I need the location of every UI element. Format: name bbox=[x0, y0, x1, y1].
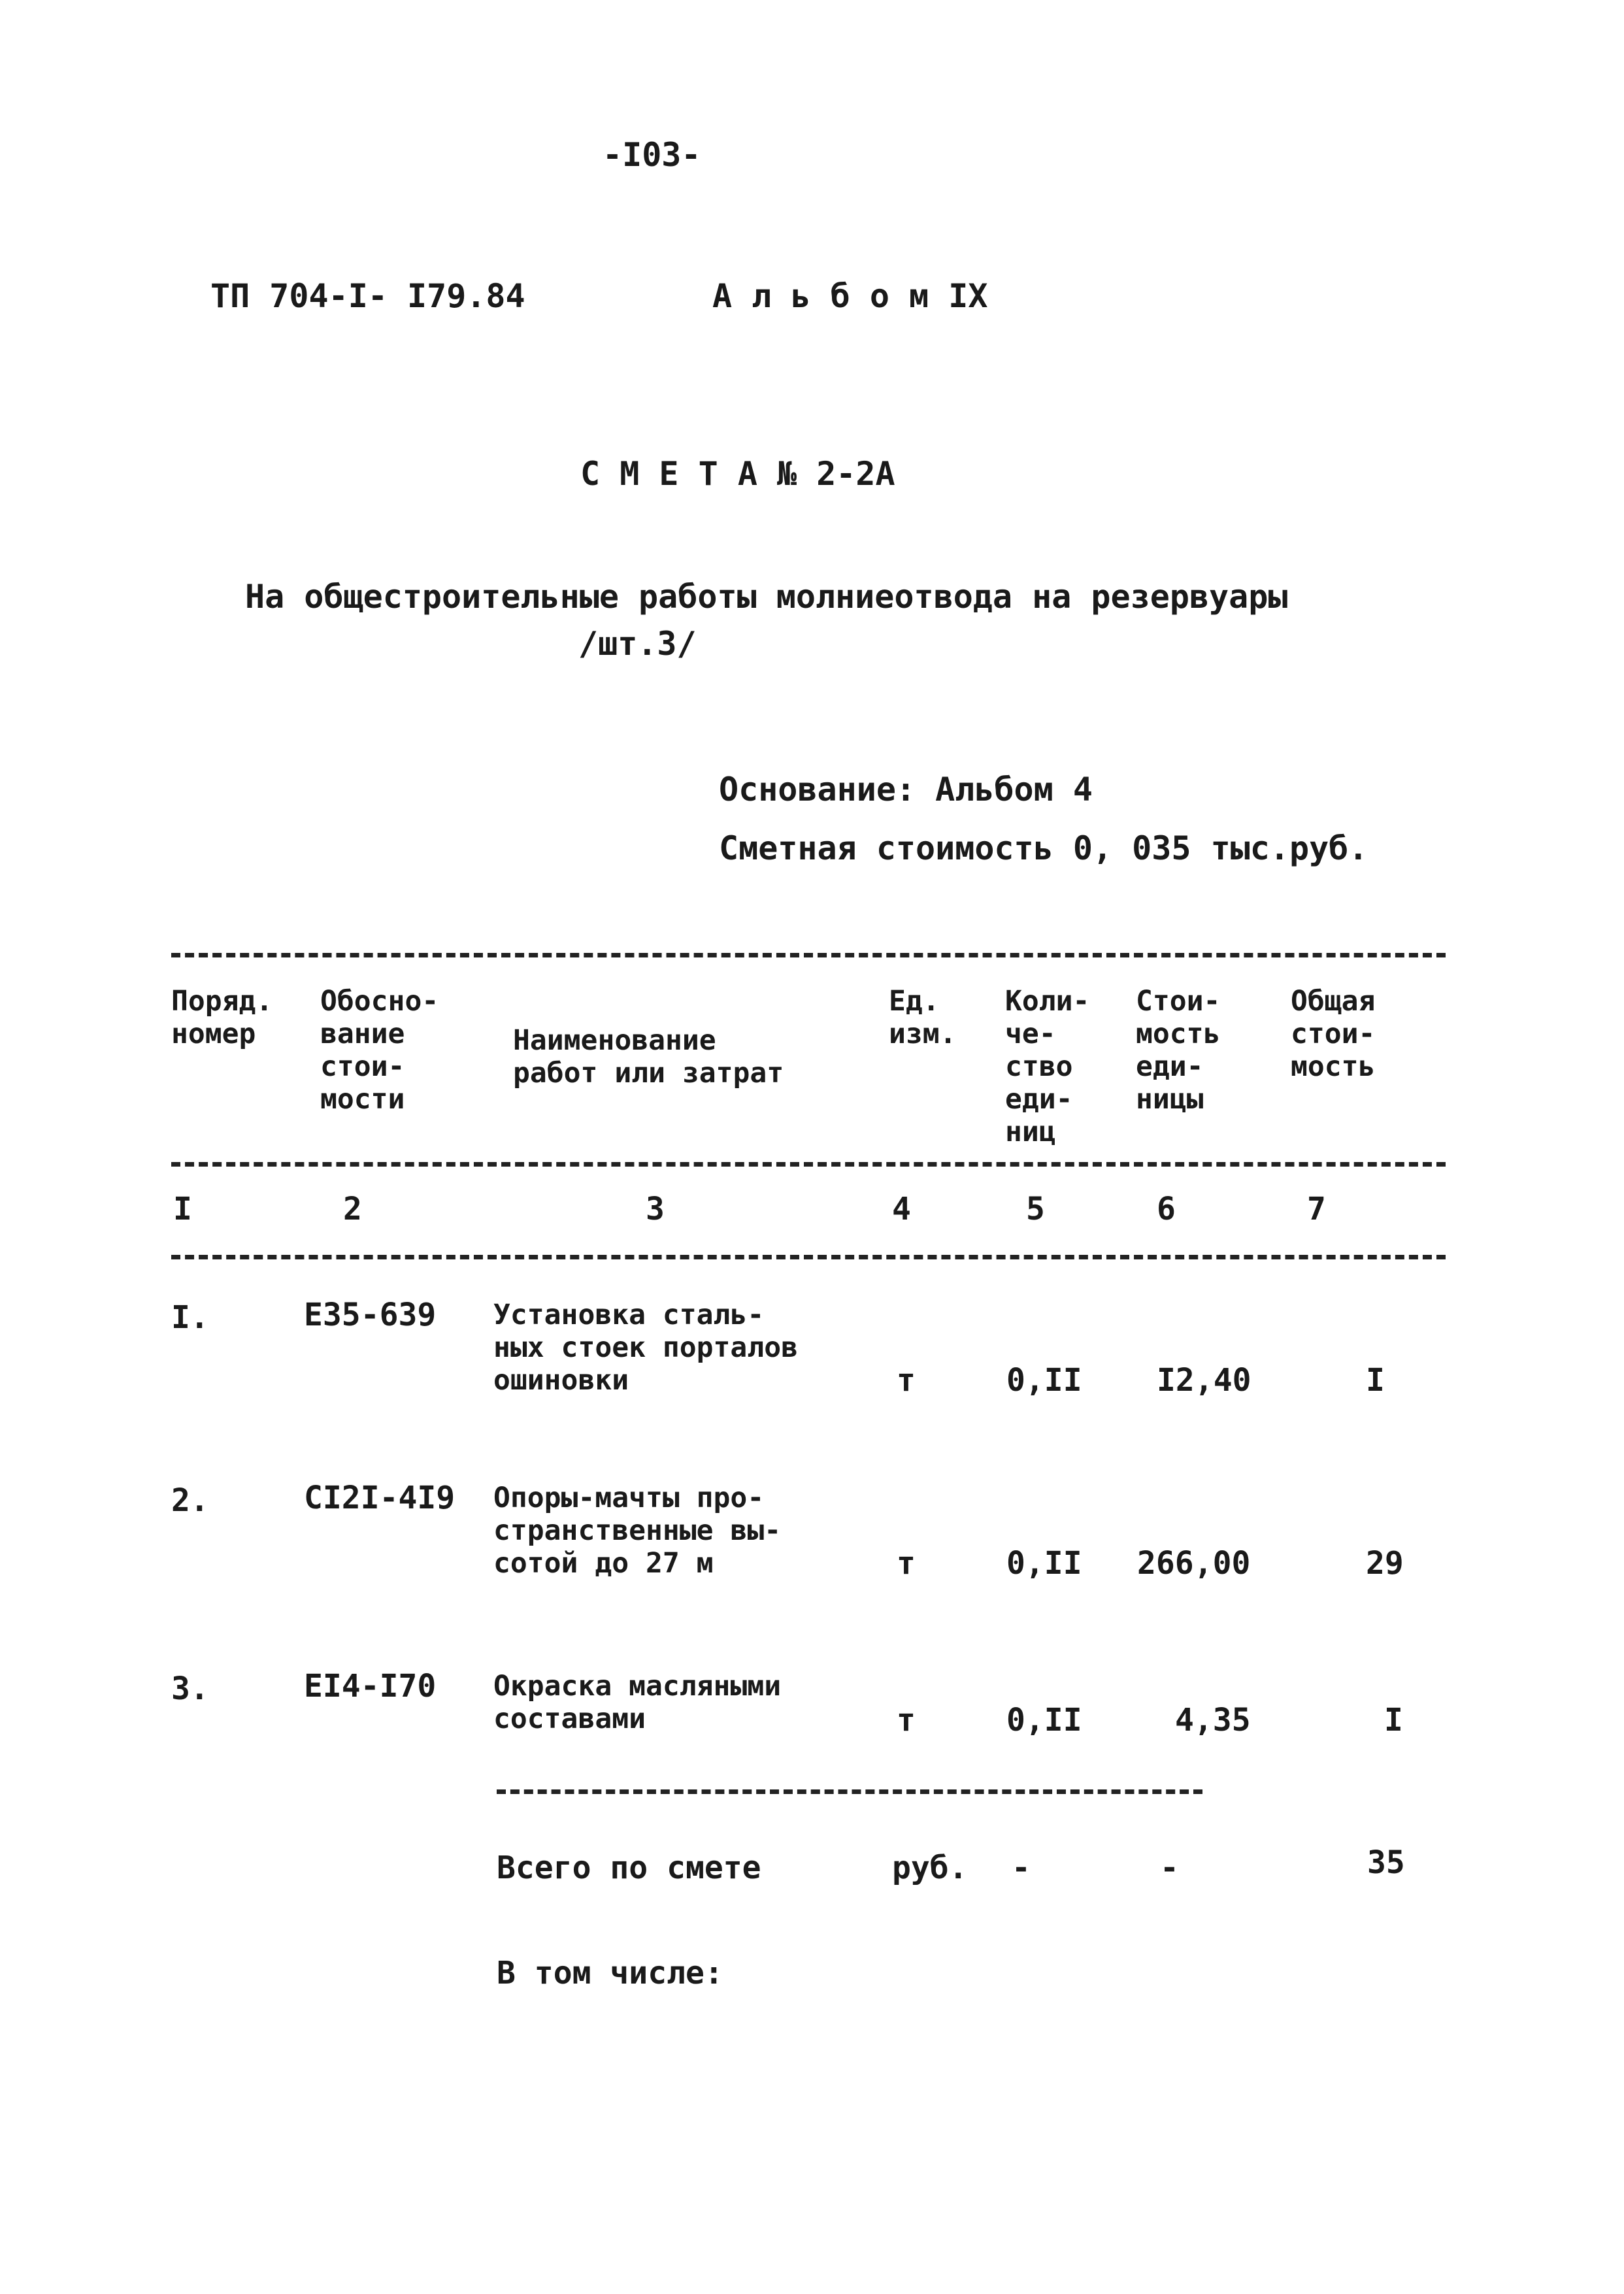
total-cost: 35 bbox=[1367, 1844, 1405, 1881]
row-number: 3. bbox=[171, 1671, 209, 1707]
row-unit: т bbox=[897, 1702, 916, 1738]
header-work-name: Наименование работ или затрат bbox=[513, 1024, 784, 1089]
row-number: I. bbox=[171, 1299, 209, 1336]
column-number: 2 bbox=[343, 1191, 362, 1227]
row-unit-cost: 266,00 bbox=[1137, 1545, 1251, 1582]
row-unit-cost: I2,40 bbox=[1157, 1362, 1251, 1399]
estimate-title: С М Е Т А № 2-2А bbox=[580, 455, 895, 493]
row-quantity: 0,II bbox=[1006, 1362, 1082, 1399]
basis-note: Основание: Альбом 4 bbox=[719, 771, 1093, 808]
total-quantity-dash: - bbox=[1012, 1850, 1031, 1886]
column-number: 5 bbox=[1026, 1191, 1045, 1227]
column-number: 7 bbox=[1307, 1191, 1326, 1227]
total-unit: руб. bbox=[892, 1850, 968, 1886]
estimate-subtitle: На общестроительные работы молниеотвода на резервуары bbox=[245, 578, 1288, 616]
row-work-name: Окраска масляными составами bbox=[493, 1670, 782, 1735]
row-quantity: 0,II bbox=[1006, 1545, 1082, 1582]
column-number: I bbox=[173, 1191, 192, 1227]
row-unit: т bbox=[897, 1362, 916, 1399]
document-code: ТП 704-I- I79.84 bbox=[210, 277, 525, 315]
estimate-subtitle-quantity: /шт.3/ bbox=[578, 625, 697, 663]
page-number: -I03- bbox=[603, 136, 701, 174]
total-unit-cost-dash: - bbox=[1160, 1850, 1179, 1886]
row-work-name: Установка сталь- ных стоек порталов ошиновки bbox=[493, 1299, 798, 1397]
total-label: Всего по смете bbox=[497, 1850, 761, 1886]
header-row-number: Поряд. номер bbox=[171, 985, 273, 1050]
estimated-cost: Сметная стоимость 0, 035 тыс.руб. bbox=[719, 829, 1368, 867]
column-number: 6 bbox=[1157, 1191, 1176, 1227]
header-total-cost: Общая стои- мость bbox=[1291, 985, 1376, 1083]
column-number: 3 bbox=[646, 1191, 665, 1227]
album-label: А л ь б о м IX bbox=[712, 277, 988, 315]
row-unit: т bbox=[897, 1545, 916, 1582]
table-top-rule bbox=[171, 953, 1446, 957]
row-number: 2. bbox=[171, 1482, 209, 1519]
header-unit-cost: Стои- мость еди- ницы bbox=[1136, 985, 1221, 1116]
row-total-cost: I bbox=[1384, 1702, 1403, 1738]
header-quantity: Коли- че- ство еди- ниц bbox=[1005, 985, 1090, 1148]
header-unit: Ед. изм. bbox=[889, 985, 957, 1050]
row-quantity: 0,II bbox=[1006, 1702, 1082, 1738]
subtotal-rule bbox=[497, 1789, 1202, 1794]
row-work-name: Опоры-мачты про- странственные вы- сотой до 27 м bbox=[493, 1482, 782, 1580]
row-cost-basis: СI2I-4I9 bbox=[304, 1480, 456, 1516]
row-total-cost: I bbox=[1366, 1362, 1385, 1399]
including-label: В том числе: bbox=[497, 1955, 723, 1991]
row-cost-basis: Е35-639 bbox=[304, 1297, 437, 1333]
column-numbers-rule bbox=[171, 1255, 1446, 1259]
row-cost-basis: ЕI4-I70 bbox=[304, 1668, 437, 1704]
header-cost-basis: Обосно- вание стои- мости bbox=[320, 985, 439, 1116]
row-total-cost: 29 bbox=[1366, 1545, 1404, 1582]
column-number: 4 bbox=[892, 1191, 911, 1227]
header-rule bbox=[171, 1162, 1446, 1167]
row-unit-cost: 4,35 bbox=[1175, 1702, 1251, 1738]
